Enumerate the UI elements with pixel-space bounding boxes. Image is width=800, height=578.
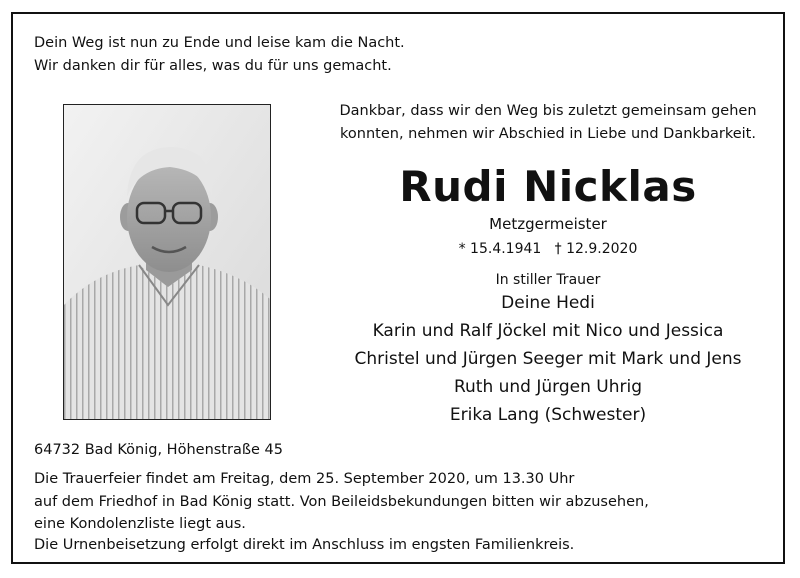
quote-line-2: Wir danken dir für alles, was du für uns gemacht. [34, 58, 392, 74]
family-address: 64732 Bad König, Höhenstraße 45 [34, 442, 283, 458]
memorial-quote [34, 32, 405, 78]
mourners-list [318, 289, 778, 429]
mourner: Deine Hedi [501, 293, 595, 313]
mourner: Ruth und Jürgen Uhrig [453, 377, 643, 397]
death-date: † 12.9.2020 [554, 241, 638, 257]
service-line-2: auf dem Friedhof in Bad König statt. Von Beileidsbekundungen bitten wir abzusehen, [34, 493, 649, 510]
portrait-photo [63, 104, 271, 420]
farewell-intro [318, 100, 778, 146]
service-line-3: eine Kondolenzliste liegt aus. [34, 516, 246, 532]
intro-line-2: konnten, nehmen wir Abschied in Liebe und Dankbarkeit. [340, 126, 756, 142]
intro-line-1: Dankbar, dass wir den Weg bis zuletzt gemeinsam gehen [339, 103, 757, 119]
deceased-name: Rudi Nicklas [399, 162, 697, 211]
mourner: Karin und Ralf Jöckel mit Nico und Jessica [372, 321, 724, 341]
mourner: Christel und Jürgen Seeger mit Mark und Jens [354, 349, 742, 369]
mourner: Erika Lang (Schwester) [449, 405, 647, 425]
service-line-1: Die Trauerfeier findet am Freitag, dem 25. September 2020, um 13.30 Uhr [34, 471, 575, 487]
funeral-service-info [34, 468, 649, 536]
urn-burial-info: Die Urnenbeisetzung erfolgt direkt im Anschluss im engsten Familienkreis. [34, 537, 575, 553]
quote-line-1: Dein Weg ist nun zu Ende und leise kam die Nacht. [34, 35, 405, 51]
life-dates [318, 241, 778, 257]
deceased-profession: Metzgermeister [489, 215, 607, 233]
birth-date: * 15.4.1941 [458, 241, 542, 257]
mourning-label: In stiller Trauer [495, 272, 601, 288]
